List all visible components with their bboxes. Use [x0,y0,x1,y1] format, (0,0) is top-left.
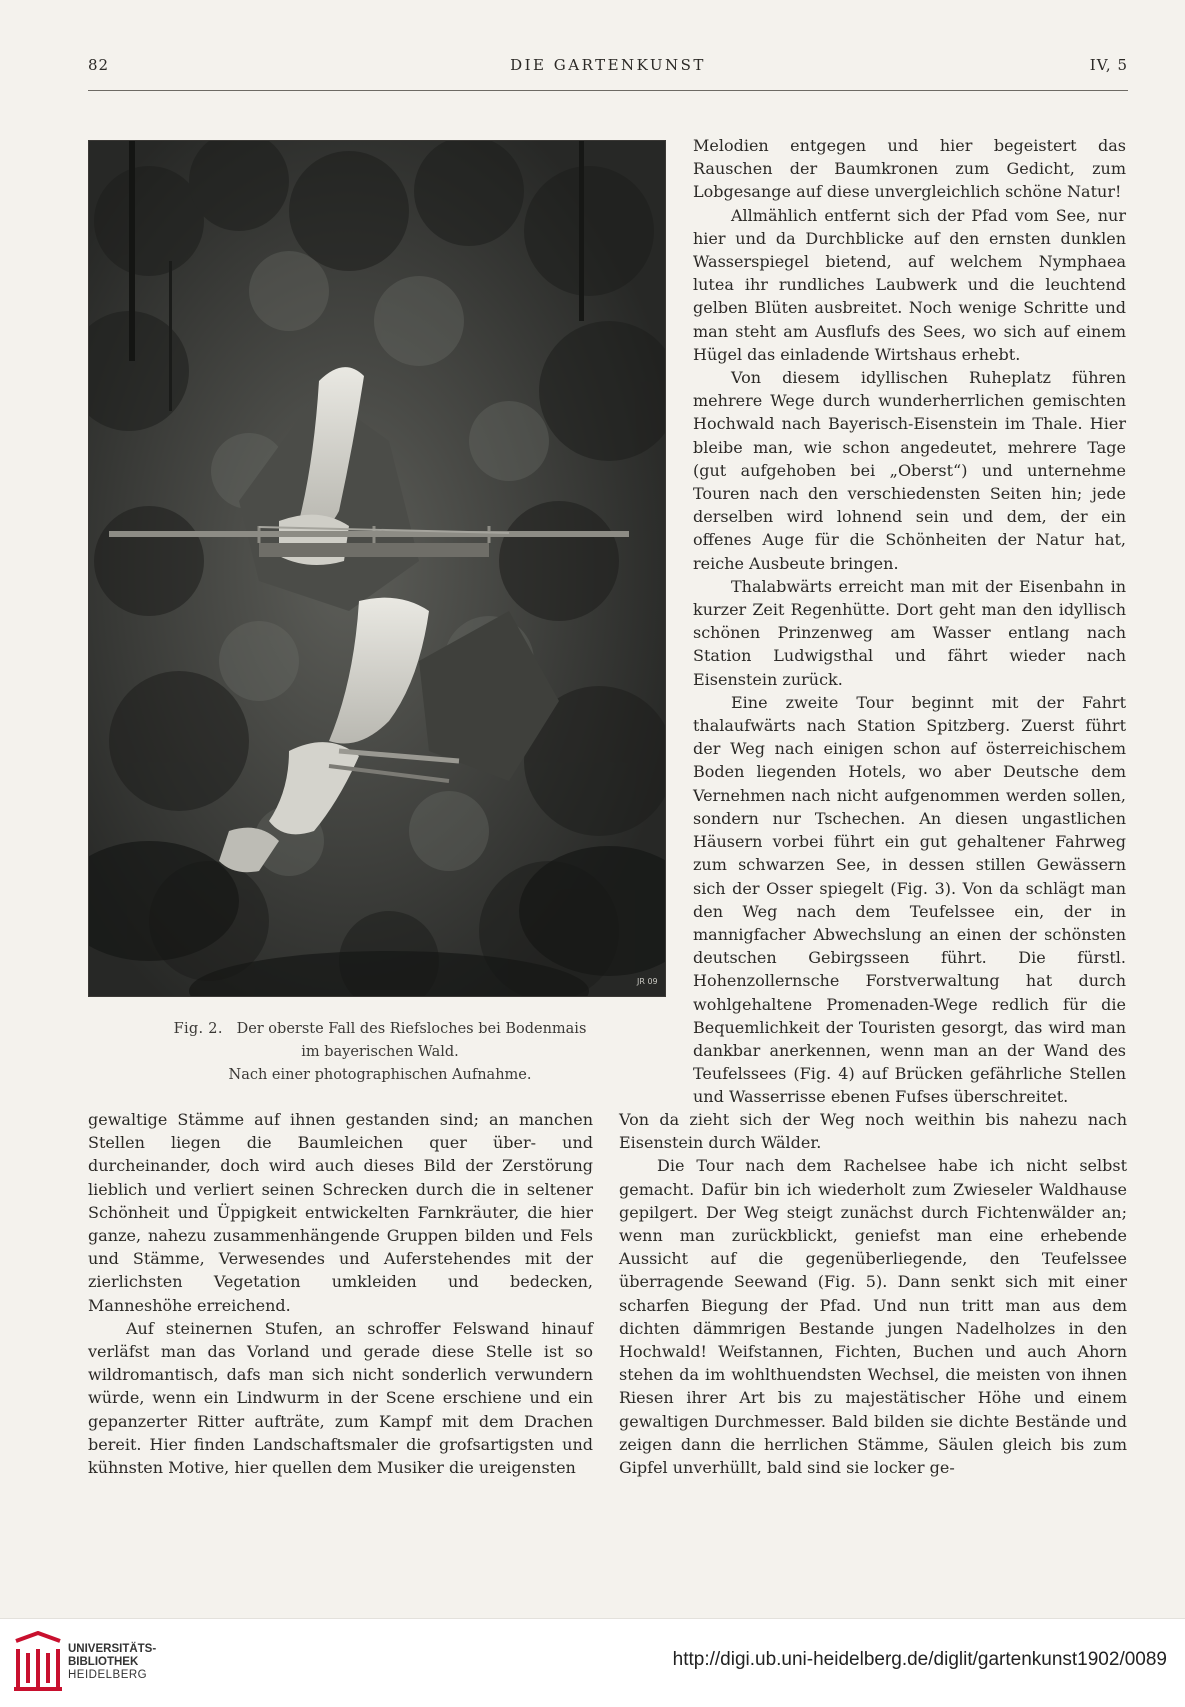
paragraph: gewaltige Stämme auf ihnen gestanden sind; an manchen Stellen liegen die Baumleichen quer über- und durcheinander, doch wird auch dieses Bild der Zerstörung lieblich und verliert seinen Schrecken durch die in seltener Schönheit und Üppigkeit entwickelten Farnkräuter, die hier ganze, nahezu zusammenhängende Gruppen bilden und Fels und Stämme, Verwesendes und Auferstehendes mit der zierlichsten Vegetation umkleiden und bedecken, Manneshöhe erreichend. [88,1110,593,1315]
figure-label: Fig. 2. [173,1021,223,1037]
caption-line-3: Nach einer photographischen Aufnahme. [228,1067,532,1083]
journal-title: DIE GARTENKUNST [510,56,706,74]
running-header [88,56,1128,80]
waterfall-photograph [88,140,666,997]
caption-line-1: Der oberste Fall des Riefsloches bei Bodenmais [236,1021,587,1037]
right-column-top [693,134,1126,1109]
page-number: 82 [88,56,110,74]
paragraph: Allmählich entfernt sich der Pfad vom See, nur hier und da Durchblicke auf den ernsten dunklen Wasserspiegel bietend, auf welchem Nymphaea lutea ihr rundliches Laubwerk und die leuchtend gelben Blüten ausbreitet. Noch wenige Schritte und man steht am Ausflufs des Sees, wo sich auf einem Hügel das einladende Wirtshaus erhebt. [693,205,1126,364]
library-line-1: UNIVERSITÄTS- [68,1643,157,1655]
left-column-bottom [88,1108,593,1479]
library-line-2: BIBLIOTHEK [68,1656,139,1668]
paragraph: Von diesem idyllischen Ruheplatz führen mehrere Wege durch wunderherrlichen gemischten Hochwald nach Bayerisch-Eisenstein im Thale. Hier bleibe man, wie schon angedeutet, mehrere Tage (gut aufgehoben bei „Oberst“) und unternehme Touren nach den verschiedensten Seiten hin; jede derselben wird lohnend sein und dem, der ein offenes Auge für die Schönheiten der Natur hat, reiche Ausbeute bringen. [693,368,1126,573]
photo-signature: JR 09 [637,977,658,986]
library-name [68,1643,156,1682]
source-url-link[interactable]: http://digi.ub.uni-heidelberg.de/diglit/gartenkunst1902/0089 [672,1649,1167,1670]
header-rule [88,90,1128,91]
library-footer [0,1618,1185,1707]
paragraph: Die Tour nach dem Rachelsee habe ich nicht selbst gemacht. Dafür bin ich wiederholt zum Zwieseler Waldhause gepilgert. Der Weg steigt zunächst durch Fichtenwälder an; wenn man zurückblickt, geniefst man eine erhebende Aussicht auf die gegenüberliegende, den Teufelssee überragende Seewand (Fig. 5). Dann senkt sich mit einer scharfen Biegung der Pfad. Und nun tritt man aus dem dichten dämmrigen Bestande jungen Nadelholzes in den Hochwald! Weifstannen, Fichten, Buchen und auch Ahorn stehen da im wohlthuendsten Wechsel, die meisten von ihnen Riesen ihrer Art bis zu majestätischer Höhe und einem gewaltigen Durchmesser. Bald bilden sie dichte Bestände und zeigen dann die herrlichen Stämme, Säulen gleich bis zum Gipfel unverhüllt, bald sind sie locker ge- [619,1156,1127,1478]
volume-issue: IV, 5 [1089,56,1128,74]
right-column-bottom [619,1108,1127,1479]
paragraph: Eine zweite Tour beginnt mit der Fahrt thalaufwärts nach Station Spitzberg. Zuerst führt der Weg nach einigen schon auf österreichischem Boden liegenden Hotels, wo aber Deutsche dem Vernehmen nach nicht aufgenommen werden sollen, sondern nur Tschechen. An diesen ungastlichen Häusern vorbei führt ein gut gehaltener Fahrweg zum schwarzen See, in dessen stillen Gewässern sich der Osser spiegelt (Fig. 3). Von da schlägt man den Weg nach dem Teufelssee ein, der in mannigfacher Abwechslung an einen der schönsten deutschen Gebirgsseen führt. Die fürstl. Hohenzollernsche Forstverwaltung hat durch wohlgehaltene Promenaden-Wege redlich für die Bequemlichkeit der Touristen gesorgt, das wird man dankbar anerkennen, wenn man an der Wand des Teufelssees (Fig. 4) auf Brücken gefährliche Stellen und Wasserrisse ebenen Fufses überschreitet. [693,692,1126,1107]
paragraph: Thalabwärts erreicht man mit der Eisenbahn in kurzer Zeit Regenhütte. Dort geht man den idyllisch schönen Prinzenweg am Wasser entlang nach Station Ludwigsthal und fährt wieder nach Eisenstein zurück. [693,576,1126,689]
figure-caption [120,1018,640,1087]
library-line-3: HEIDELBERG [68,1669,148,1681]
paragraph: Von da zieht sich der Weg noch weithin bis nahezu nach Eisenstein durch Wälder. [619,1110,1127,1153]
library-logo-icon [12,1631,64,1693]
paragraph: Melodien entgegen und hier begeistert das Rauschen der Baumkronen zum Gedicht, zum Lobgesange auf diese unvergleichlich schöne Natur! [693,136,1126,202]
caption-line-2: im bayerischen Wald. [301,1044,459,1060]
paragraph: Auf steinernen Stufen, an schroffer Felswand hinauf verläfst man das Vorland und gerade diese Stelle ist so wildromantisch, dafs man sich nicht sonderlich verwundern würde, wenn ein Lindwurm in der Scene erschiene und ein gepanzerter Ritter aufträte, zum Kampf mit dem Drachen bereit. Hier finden Landschaftsmaler die grofsartigsten und kühnsten Motive, hier quellen dem Musiker die ureigensten [88,1318,593,1478]
